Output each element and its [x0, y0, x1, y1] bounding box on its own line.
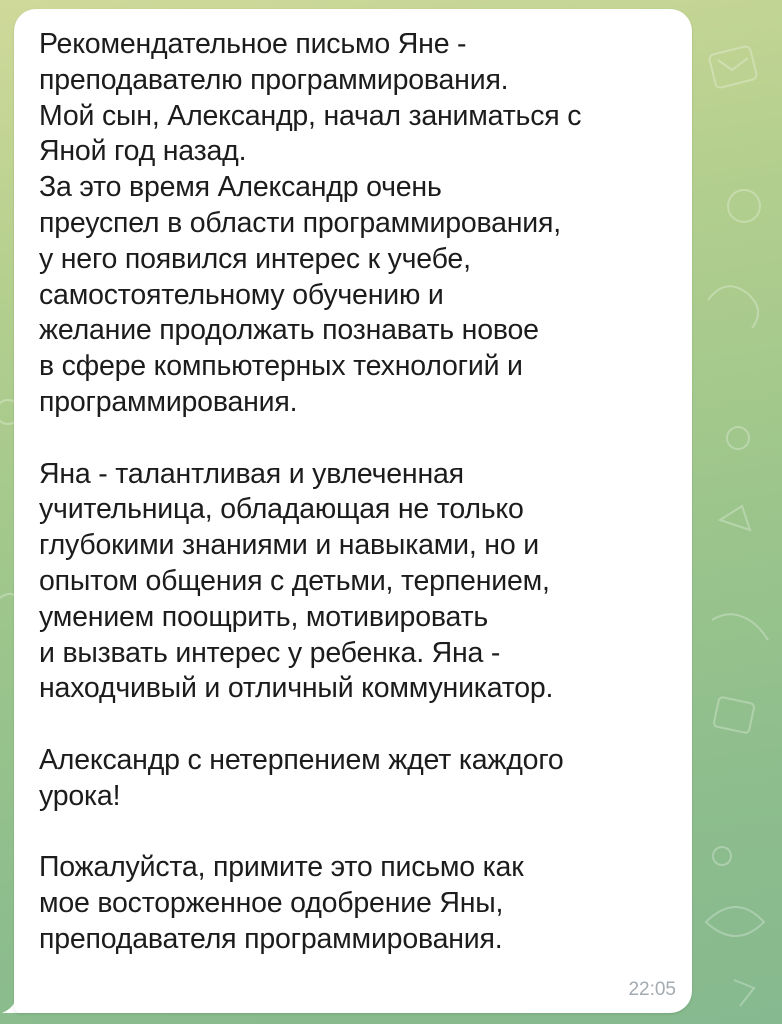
message-text-line: преподавателю программирования.: [39, 63, 509, 96]
paragraph-break: [39, 815, 679, 851]
message-text-line: глубокими знаниями и навыками, но и: [39, 529, 539, 562]
paragraph-break: [39, 421, 679, 457]
message-text-line: урока!: [39, 779, 121, 812]
message-text-line: опытом общения с детьми, терпением,: [39, 564, 550, 597]
message-text-line: самостоятельному обучению и: [39, 278, 444, 311]
message-timestamp: 22:05: [628, 979, 676, 1000]
message-text-line: желание продолжать познавать новое: [39, 314, 539, 347]
message-text-line: учительница, обладающая не только: [39, 493, 524, 526]
message-text-line: Яна - талантливая и увлеченная: [39, 457, 464, 490]
message-text-line: За это время Александр очень: [39, 171, 442, 204]
message-text-line: в сфере компьютерных технологий и: [39, 350, 523, 383]
message-text-line: Яной год назад.: [39, 135, 247, 168]
message-text-line: преподавателя программирования.: [39, 922, 503, 955]
message-bubble[interactable]: [14, 9, 692, 1013]
message-text-line: и вызвать интерес у ребенка. Яна -: [39, 636, 501, 669]
message-text-line: Александр с нетерпением ждет каждого: [39, 743, 564, 776]
message-text-line: находчивый и отличный коммуникатор.: [39, 672, 554, 705]
message-text-line: Пожалуйста, примите это письмо как: [39, 851, 524, 884]
message-text: [39, 27, 679, 958]
message-text-line: программирования.: [39, 385, 298, 418]
message-text-line: умением поощрить, мотивировать: [39, 600, 488, 633]
message-text-line: Мой сын, Александр, начал заниматься с: [39, 99, 582, 132]
message-text-line: мое восторженное одобрение Яны,: [39, 887, 504, 920]
message-text-line: у него появился интерес к учебе,: [39, 242, 471, 275]
message-text-line: Рекомендательное письмо Яне -: [39, 28, 467, 60]
paragraph-break: [39, 707, 679, 743]
message-text-line: преуспел в области программирования,: [39, 206, 561, 239]
